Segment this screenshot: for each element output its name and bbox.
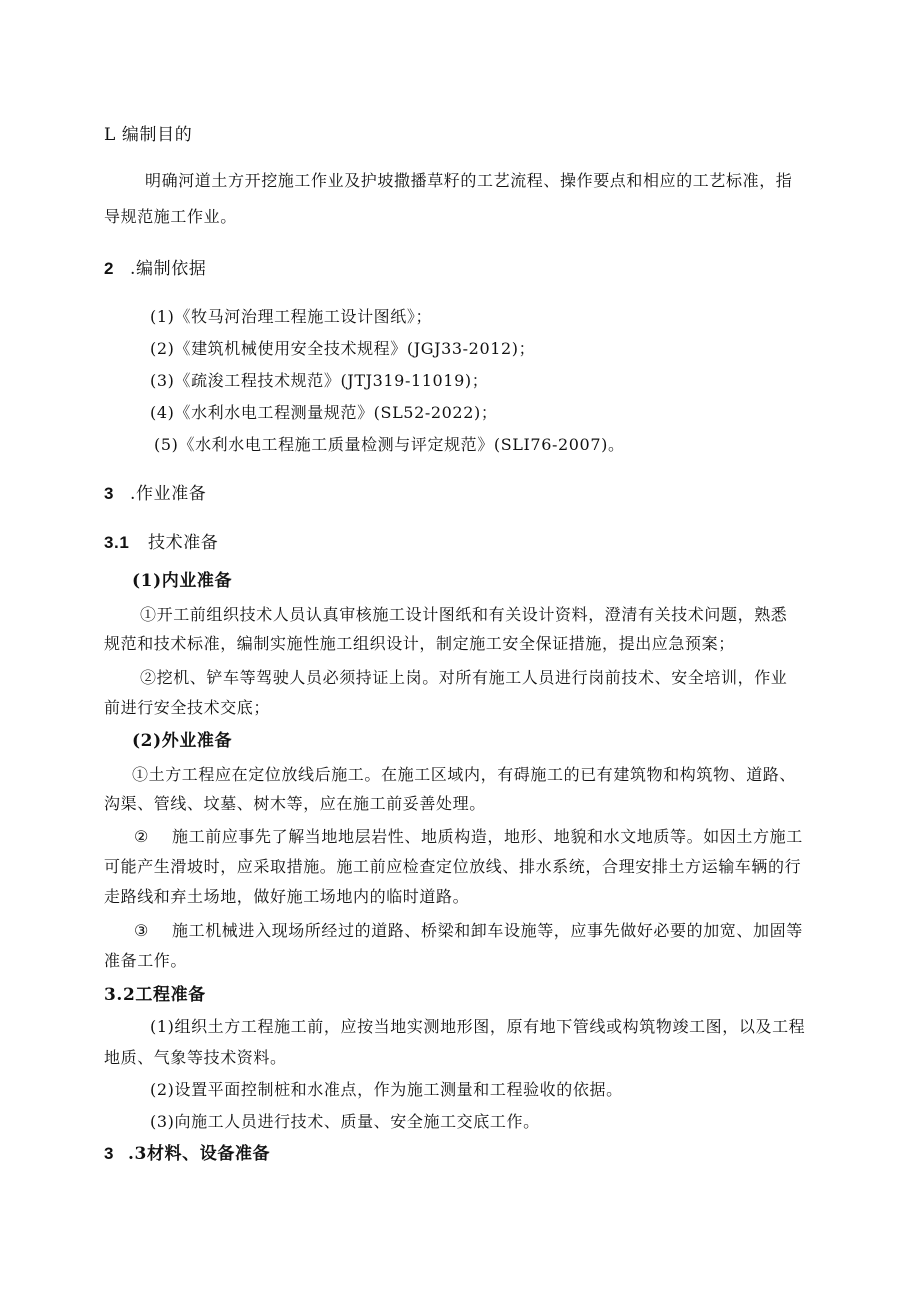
internal-prep-item-2-line-1: ②挖机、铲车等驾驶人员必须持证上岗。对所有施工人员进行岗前技术、安全培训，作业 xyxy=(140,668,788,687)
external-prep-item-2-line-3: 走路线和弃土场地，做好施工场地内的临时道路。 xyxy=(104,887,470,906)
section-3-3-title: .3材料、设备准备 xyxy=(128,1144,271,1164)
section-3-heading: .作业准备 xyxy=(130,484,207,504)
section-2-number: 2 xyxy=(104,259,115,278)
section-2-heading: .编制依据 xyxy=(130,259,207,279)
internal-prep-item-2-line-2: 前进行安全技术交底； xyxy=(104,698,271,717)
section-3-number: 3 xyxy=(104,484,115,503)
internal-prep-title: (1)内业准备 xyxy=(132,571,233,591)
reference-item-4: (4)《水利水电工程测量规范》(SL52-2022)； xyxy=(150,403,498,422)
external-prep-item-1-line-2: 沟渠、管线、坟墓、树木等，应在施工前妥善处理。 xyxy=(104,794,486,813)
external-prep-item-2-mark: ② xyxy=(134,827,149,846)
external-prep-item-3-line-2: 准备工作。 xyxy=(104,951,188,970)
section-1-body-line-1: 明确河道土方开挖施工作业及护坡撒播草籽的工艺流程、操作要点和相应的工艺标准，指 xyxy=(145,171,793,190)
external-prep-item-1-line-1: ①土方工程应在定位放线后施工。在施工区域内，有碍施工的已有建筑物和构筑物、道路、 xyxy=(132,765,797,784)
section-1-body-line-2: 导规范施工作业。 xyxy=(104,207,237,226)
external-prep-item-2-line-1: 施工前应事先了解当地地层岩性、地质构造，地形、地貌和水文地质等。如因土方施工 xyxy=(172,827,803,846)
engineering-prep-item-2: (2)设置平面控制桩和水准点，作为施工测量和工程验收的依据。 xyxy=(150,1080,623,1099)
section-3-1-title: 技术准备 xyxy=(148,533,219,553)
section-3-1-number: 3.1 xyxy=(104,533,130,552)
reference-item-2: (2)《建筑机械使用安全技术规程》(JGJ33-2012)； xyxy=(150,339,536,358)
reference-item-5: (5)《水利水电工程施工质量检测与评定规范》(SLI76-2007)。 xyxy=(154,435,625,454)
engineering-prep-item-3: (3)向施工人员进行技术、质量、安全施工交底工作。 xyxy=(150,1112,540,1131)
external-prep-item-2-line-2: 可能产生滑坡时，应采取措施。施工前应检查定位放线、排水系统，合理安排土方运输车辆的行 xyxy=(104,857,802,876)
internal-prep-item-1-line-1: ①开工前组织技术人员认真审核施工设计图纸和有关设计资料，澄清有关技术问题，熟悉 xyxy=(140,605,788,624)
section-3-2-title: 3.2工程准备 xyxy=(104,985,206,1005)
section-1-heading: L 编制目的 xyxy=(104,125,193,145)
external-prep-item-3-mark: ③ xyxy=(134,921,149,940)
external-prep-title: (2)外业准备 xyxy=(132,731,233,751)
engineering-prep-item-1-line-2: 地质、气象等技术资料。 xyxy=(104,1048,287,1067)
external-prep-item-3-line-1: 施工机械进入现场所经过的道路、桥梁和卸车设施等，应事先做好必要的加宽、加固等 xyxy=(172,921,803,940)
section-3-3-number: 3 xyxy=(104,1144,115,1163)
reference-item-1: (1)《牧马河治理工程施工设计图纸》； xyxy=(150,307,433,326)
engineering-prep-item-1-line-1: (1)组织土方工程施工前，应按当地实测地形图，原有地下管线或构筑物竣工图，以及工程 xyxy=(150,1017,806,1036)
internal-prep-item-1-line-2: 规范和技术标准，编制实施性施工组织设计，制定施工安全保证措施，提出应急预案； xyxy=(104,634,735,653)
reference-item-3: (3)《疏浚工程技术规范》(JTJ319-11019)； xyxy=(150,371,489,390)
